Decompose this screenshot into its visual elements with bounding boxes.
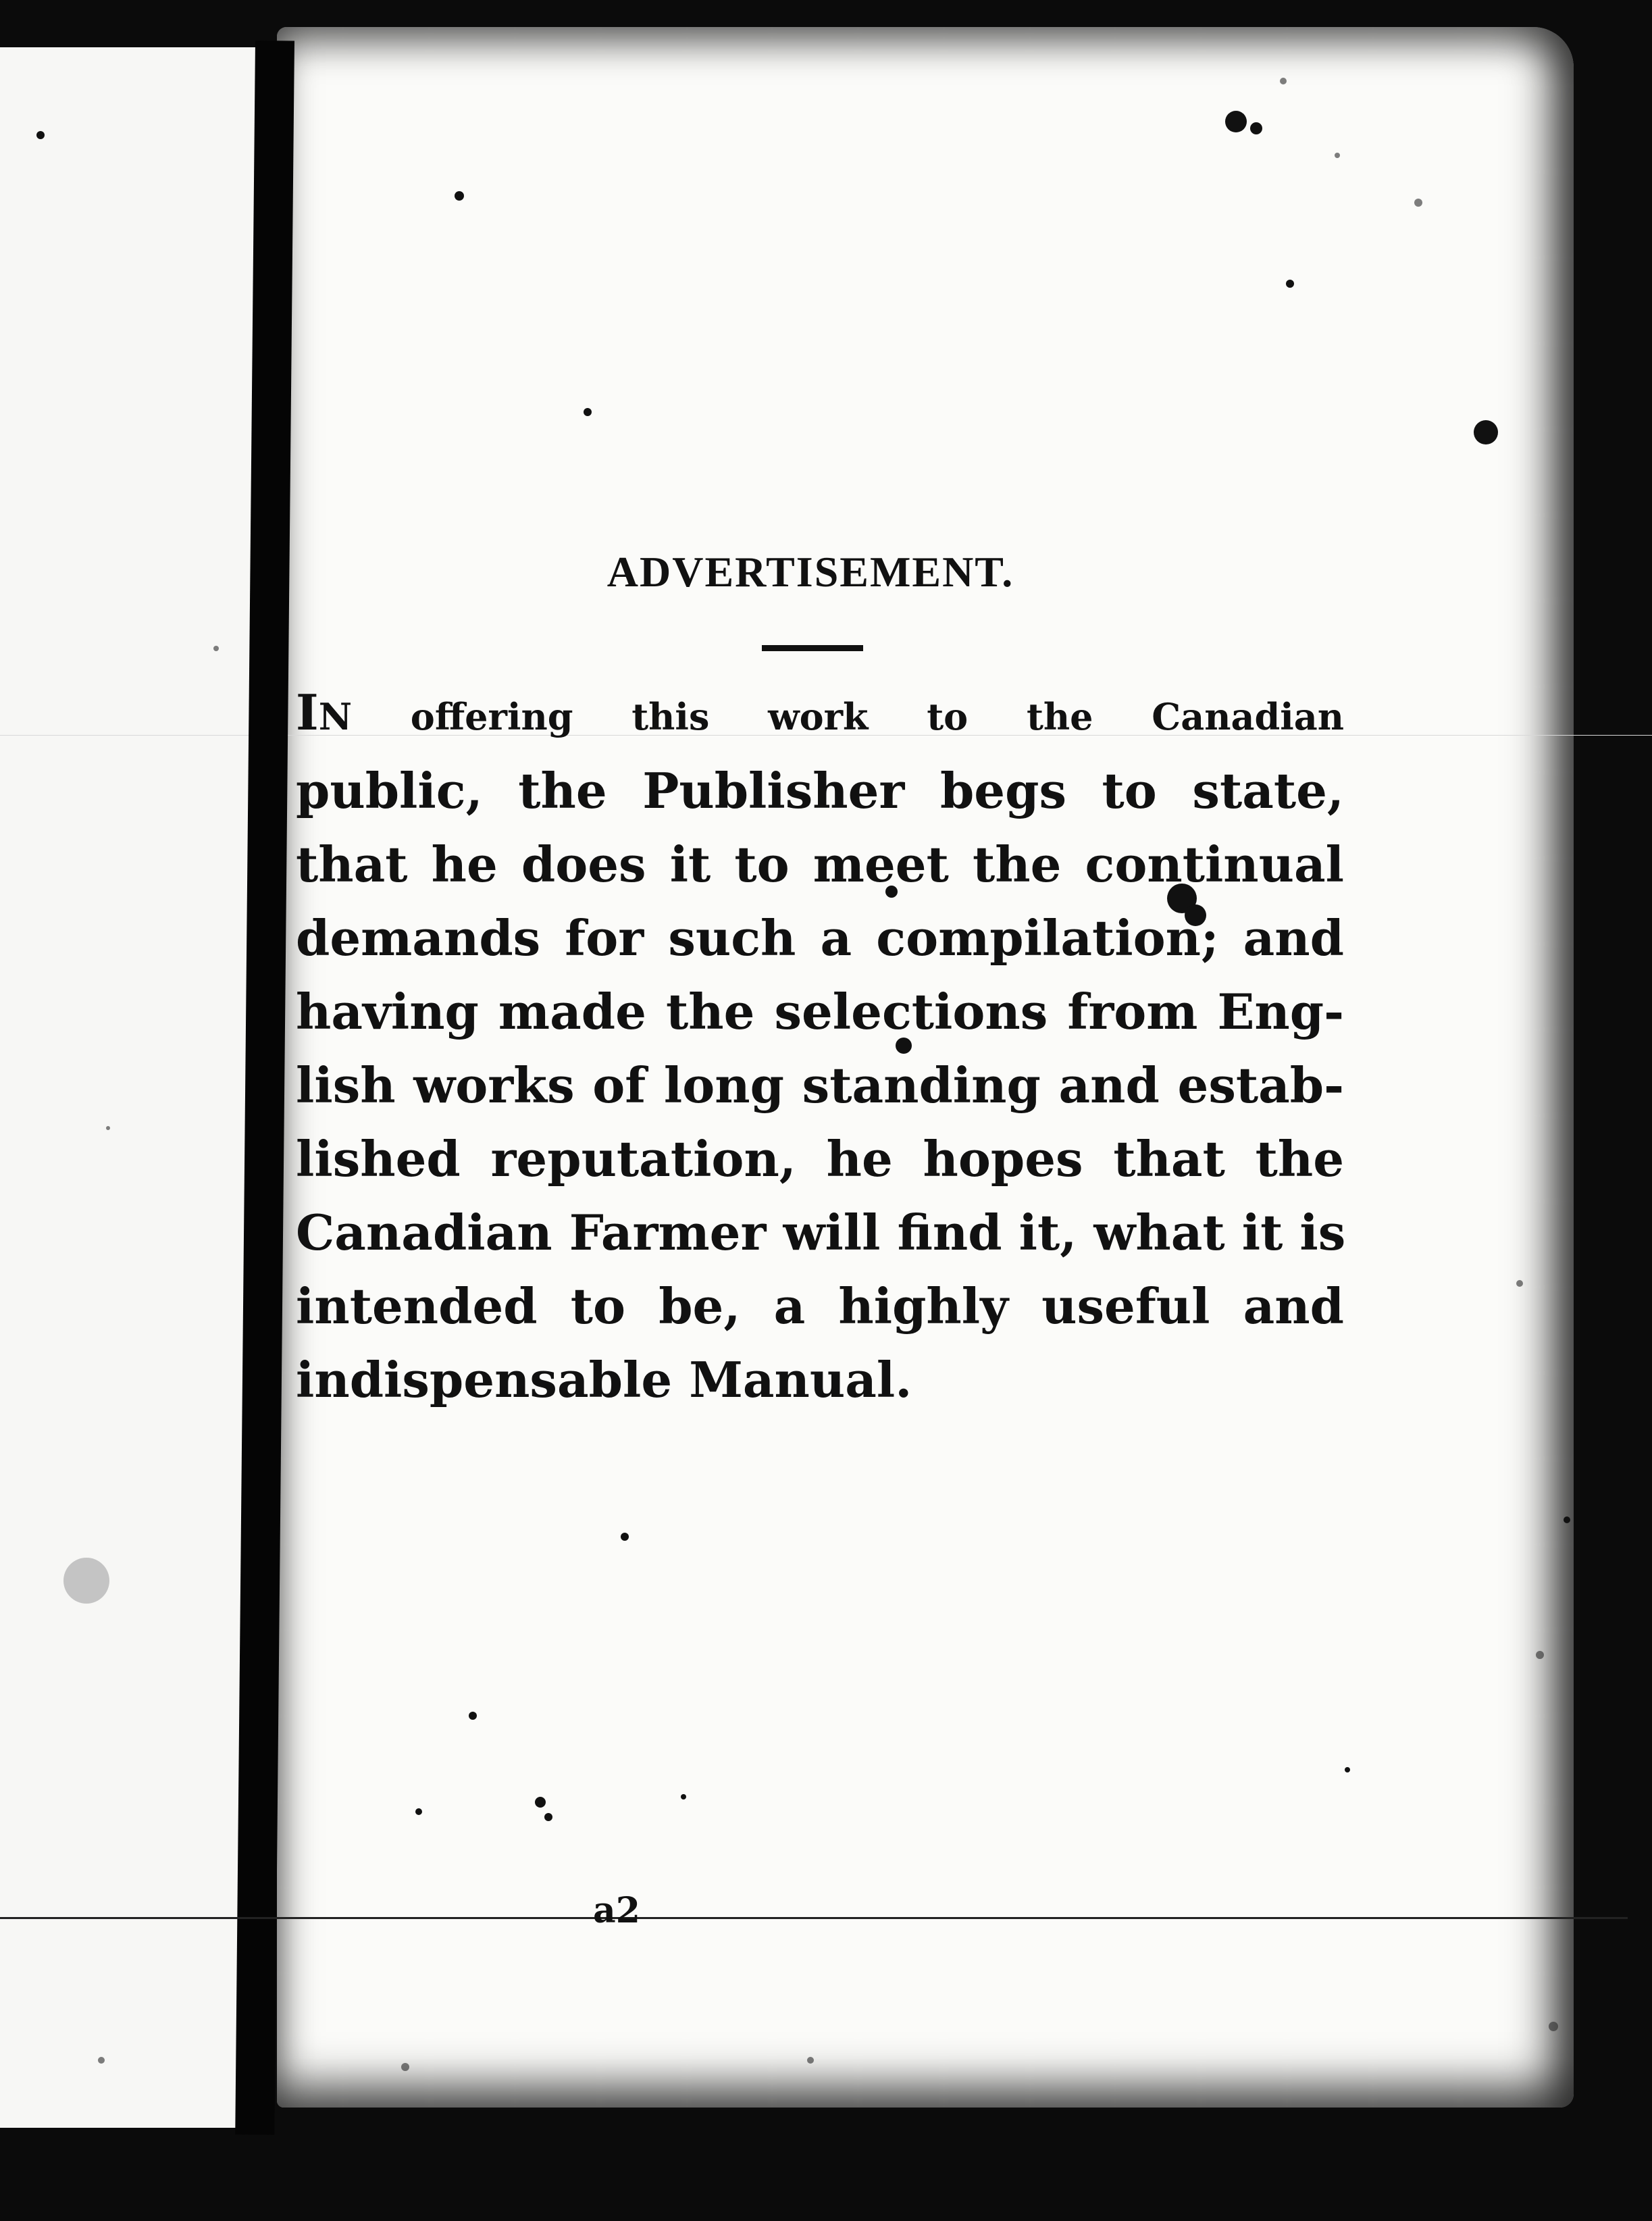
advertisement-paragraph <box>296 675 1344 1416</box>
paragraph-line: indispensable Manual. <box>296 1351 912 1408</box>
paragraph-line: demands for such a compilation; and <box>296 909 1344 967</box>
paragraph-line: lished reputation, he hopes that the <box>296 1130 1344 1188</box>
page-heading: ADVERTISEMENT. <box>606 548 1014 596</box>
paragraph-line <box>296 675 1344 754</box>
paragraph-line: public, the Publisher begs to state, <box>296 762 1344 819</box>
paragraph-line: lish works of long standing and estab- <box>296 1056 1344 1114</box>
paragraph-line: having made the selections from Eng- <box>296 983 1344 1040</box>
bottom-rule <box>0 1917 1628 1919</box>
heading-rule <box>762 645 863 651</box>
paragraph-line: Canadian Farmer will find it, what it is <box>296 1204 1346 1261</box>
paragraph-line: intended to be, a highly useful and <box>296 1277 1344 1335</box>
dropcap: I <box>296 684 319 741</box>
signature-mark: a2 <box>593 1890 640 1931</box>
paragraph-line: that he does it to meet the continual <box>296 836 1344 893</box>
paragraph-line-text: N offering this work to the Canadian <box>318 695 1344 738</box>
